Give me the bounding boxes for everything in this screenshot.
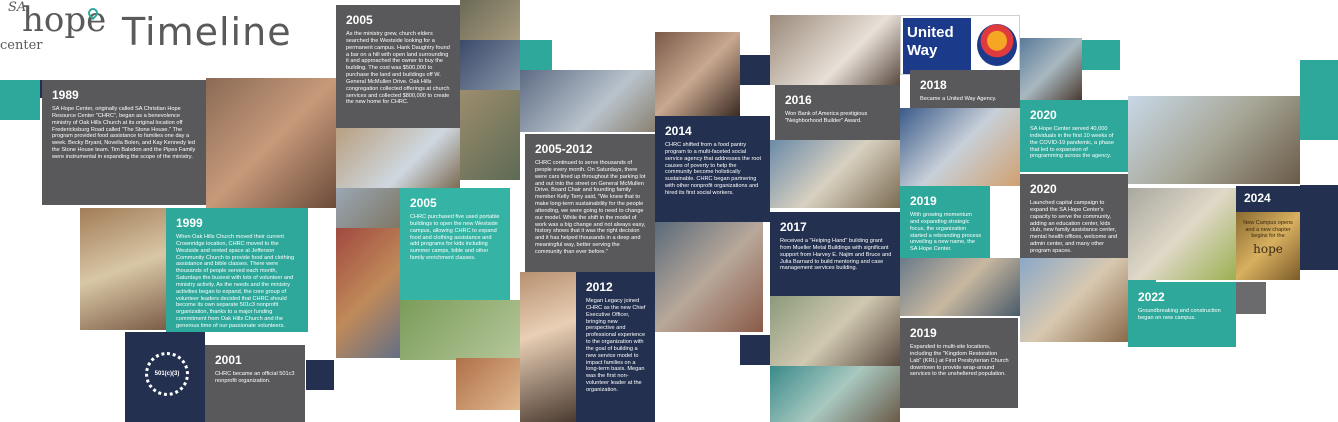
united-way-line1: United <box>907 24 954 41</box>
card-year: 2019 <box>910 194 937 208</box>
card-year: 2024 <box>1244 191 1271 205</box>
card-2014 <box>655 116 770 222</box>
deco-square <box>520 40 552 70</box>
card-2018 <box>910 70 1020 108</box>
photo-volunteers <box>456 358 520 410</box>
photo-2012-megan <box>520 272 576 422</box>
card-2019-multisite <box>900 318 1018 408</box>
photo-2022-groundbreaking <box>1128 96 1300 184</box>
card-2012 <box>576 272 655 422</box>
card-text: Received a "Helping Hand" building grant from Mueller Metal Buildings with significant support from Harvey E. Najim and Bruce and Julia Barnard to build mentoring and case management services building. <box>780 238 892 272</box>
card-year: 2005 <box>410 196 437 210</box>
photo-2005-field <box>400 300 520 360</box>
card-text: SA Hope Center served 40,000 individuals in the first 10 weeks of the COVID-19 pandemic, a phase that led to expansion of programming across the agency. <box>1030 126 1114 160</box>
card-text: Groundbreaking and construction began on new campus. <box>1138 308 1221 321</box>
card-year: 1989 <box>52 88 79 102</box>
united-way-text-box <box>903 18 971 74</box>
photo-2005-lot <box>336 128 460 188</box>
photo-1989-people <box>206 78 336 208</box>
photo-2014-family <box>655 222 763 332</box>
photo-2005-group <box>460 0 520 40</box>
photo-2005-lot2 <box>460 90 520 180</box>
card-text: Expanded to multi-site locations, including the "Kingdom Restoration Lab" (KRL) at First Presbyterian Church downtown to provide wrap-around services to the unsheltered population. <box>910 344 1009 378</box>
photo-2014-women <box>655 32 740 116</box>
photo-2019-group <box>900 258 1020 316</box>
card-2019-rebrand <box>900 186 990 258</box>
photo-2005-building <box>460 40 520 90</box>
deco-square <box>1236 282 1266 314</box>
card-text: Megan Legacy joined CHRC as the new Chief Executive Officer, bringing new perspective and professional experience to the organization with the goal of building a new service model to impact families on a long-term basis. Megan was the first non-volunteer leader at the organization. <box>586 298 646 393</box>
card-year: 2020 <box>1030 108 1057 122</box>
card-text: SA Hope Center, originally called SA Christian Hope Resource Center "CHRC", began as a benevolence ministry of Oak Hills Church at its original location off Fredericksburg Road called "The Stone House." The program provided food assistance to families one day a week. Becky Bryant, Novella Bolen, and Kay Kennedy led the Stone House team. Tim Balsdon and the Pipes Family were instrumental in expanding the scope of the ministry. <box>52 106 196 160</box>
card-text: Won Bank of America prestigious "Neighborhood Builder" Award. <box>785 111 868 124</box>
photo-2005-2012-crowd <box>520 70 655 132</box>
logo-hope-text: hope <box>22 0 107 40</box>
card-1999 <box>166 208 308 332</box>
card-year: 2012 <box>586 280 613 294</box>
card-text: CHRC purchased five used portable buildings to open the new Westside campus, allowing CHRC to expand food and clothing assistance and add programs for kids including summer camps, bible and other family enrichment classes. <box>410 214 500 262</box>
card-2020-campaign <box>1020 174 1128 258</box>
card-2005-portables <box>400 188 510 300</box>
card-text: Became a United Way Agency. <box>920 96 997 103</box>
card-year: 2017 <box>780 220 807 234</box>
card-year: 2016 <box>785 93 812 107</box>
plaque-2024 <box>1236 212 1300 280</box>
photo-2020-volunteers <box>1020 38 1082 100</box>
photo-2022-worker <box>1128 188 1236 280</box>
photo-2017-ribbon <box>770 296 900 366</box>
page-title: Timeline <box>122 10 292 54</box>
deco-square <box>306 360 334 390</box>
card-year: 2022 <box>1138 290 1165 304</box>
card-year: 2005-2012 <box>535 142 593 156</box>
deco-square <box>0 80 40 120</box>
united-way-hand-icon <box>977 24 1017 66</box>
card-2016 <box>775 85 900 140</box>
photo-1999-kids <box>80 208 166 330</box>
card-text: CHRC continued to serve thousands of people every month. On Saturdays, there were cars lined up throughout the parking lot and out into the street on General McMullen Drive. Board Chair and founding family member Kelly Terry said, "We knew that to make long-term sustainability for the people attending, we were going to need to change our model. While the shift in the model of work was a big change and not always easy, history shows that it was the right decision and it has helped thousands in a deep and meaningful way, better serving the community than ever before." <box>535 160 646 255</box>
card-1989 <box>42 80 206 205</box>
plaque-text: New Campus opens and a new chapter begins for the <box>1243 220 1293 240</box>
card-2005-2012 <box>525 134 655 272</box>
card-2005-purchase <box>336 5 460 128</box>
card-year: 2014 <box>665 124 692 138</box>
card-2020-covid <box>1020 100 1128 172</box>
card-text: When Oak Hills Church moved their current Crownridge location, CHRC moved to the Westside and rented space at Jefferson Community Church to provide food and clothing assistance and bible classes. There were thousands of people served each month, Saturdays the busiest with lots of volunteer and ministry activity. As the needs and the ministry activities began to expand, the core group of volunteer leaders decided that CHRC should become its own separate 501c3 nonprofit organization, thanks to a major funding commitment from Oak Hills Church and the generous time of our passionate volunteers. <box>176 234 295 329</box>
logo <box>0 0 107 55</box>
deco-square <box>740 55 770 85</box>
badge-501c3-icon <box>145 352 189 396</box>
photo-2017-event <box>770 140 900 208</box>
card-2001 <box>205 345 305 422</box>
deco-square <box>1300 185 1338 270</box>
card-year: 2005 <box>346 13 373 27</box>
card-text: CHRC became an official 501c3 nonprofit organization. <box>215 371 295 384</box>
card-year: 2020 <box>1030 182 1057 196</box>
deco-square <box>1080 40 1120 70</box>
photo-2017-group <box>770 366 900 422</box>
deco-square <box>1300 60 1338 140</box>
deco-square <box>740 335 770 365</box>
photo-2016-award <box>770 15 900 85</box>
card-year: 2019 <box>910 326 937 340</box>
logo-sa-text: SA <box>8 0 27 15</box>
card-year: 2018 <box>920 78 947 92</box>
logo-center-text: center <box>0 38 43 53</box>
card-2022 <box>1128 282 1236 347</box>
card-text: CHRC shifted from a food pantry program to a multi-faceted social service agency that addresses the root causes of poverty to help the community become holistically sustainable. CHRC began partnering with other nonprofit organizations and hired its first social workers. <box>665 142 762 196</box>
card-2017 <box>770 212 900 296</box>
card-2024 <box>1236 186 1300 212</box>
card-year: 2001 <box>215 353 242 367</box>
card-text: As the ministry grew, church elders searched the Westside looking for a permanent campus. Hank Daughtry found a bar on a hill with open land surrounding it and approached the owner to buy the building. The cost was $500,000 to purchase the land and buildings off W. General McMullen Drive. Oak Hills congregation collected offerings at church services and collected $800,000 to create the new home for CHRC. <box>346 31 450 106</box>
photo-portables <box>336 188 400 228</box>
plaque-brand: hope <box>1253 241 1283 256</box>
united-way-line2: Way <box>907 42 938 59</box>
card-text: Launched capital campaign to expand the SA Hope Center's capacity to serve the community, adding an education center, kids club, new family assistance center, mental health offices, welcome and admin center, and many other program spaces. <box>1030 200 1118 254</box>
photo-2019-sign <box>900 108 1020 186</box>
card-text: With growing momentum and expanding strategic focus, the organization started a rebranding process unveiling a new name, the SA Hope Center. <box>910 212 982 253</box>
photo-2020-building <box>1020 258 1128 342</box>
united-way-logo <box>900 15 1020 75</box>
badge-501c3-text: 501(c)(3) <box>154 371 180 377</box>
card-year: 1999 <box>176 216 203 230</box>
